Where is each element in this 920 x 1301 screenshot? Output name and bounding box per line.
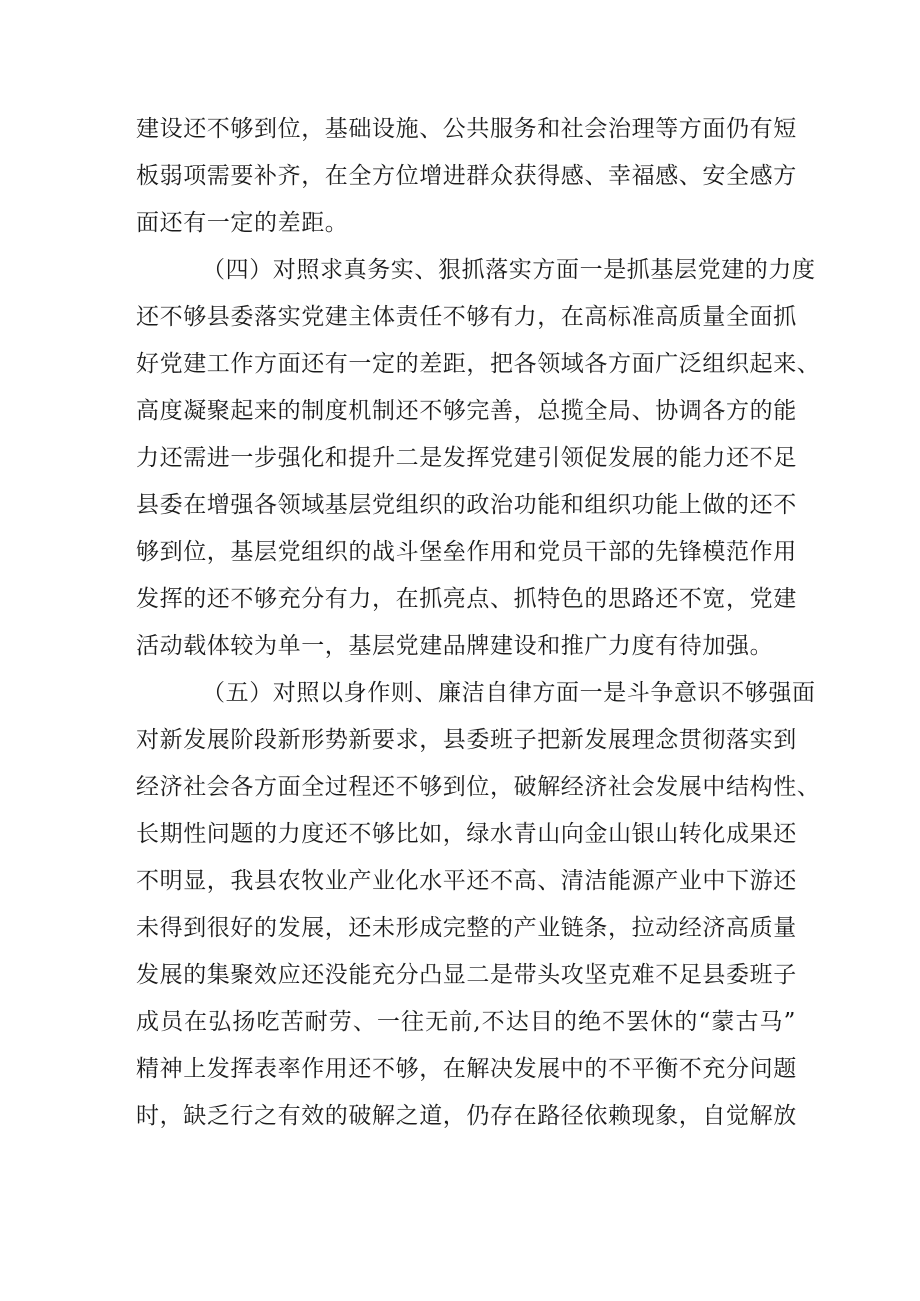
body-text	[136, 106, 821, 1140]
text-line: 好党建工作方面还有一定的差距，把各领域各方面广泛组织起来、	[136, 351, 821, 377]
text-line: 建设还不够到位，基础设施、公共服务和社会治理等方面仍有短	[136, 116, 797, 142]
text-line: 不明显，我县农牧业产业化水平还不高、清洁能源产业中下游还	[136, 868, 797, 894]
text-line: 还不够县委落实党建主体责任不够有力，在高标准高质量全面抓	[136, 304, 797, 330]
text-line: 发展的集聚效应还没能充分凸显二是带头攻坚克难不足县委班子	[136, 962, 797, 988]
paragraph-heading-line: （四）对照求真务实、狠抓落实方面一是抓基层党建的力度	[202, 257, 816, 283]
text-line: 县委在增强各领域基层党组织的政治功能和组织功能上做的还不	[136, 492, 797, 518]
text-line: 长期性问题的力度还不够比如，绿水青山向金山银山转化成果还	[136, 821, 797, 847]
text-line: 发挥的还不够充分有力，在抓亮点、抓特色的思路还不宽，党建	[136, 586, 797, 612]
text-line: 活动载体较为单一，基层党建品牌建设和推广力度有待加强。	[136, 633, 774, 659]
text-line: 时，缺乏行之有效的破解之道，仍存在路径依赖现象，自觉解放	[136, 1103, 797, 1129]
text-line: 未得到很好的发展，还未形成完整的产业链条，拉动经济高质量	[136, 915, 797, 941]
text-line: 经济社会各方面全过程还不够到位，破解经济社会发展中结构性、	[136, 774, 821, 800]
text-line: 板弱项需要补齐，在全方位增进群众获得感、幸福感、安全感方	[136, 163, 797, 189]
text-line: 面还有一定的差距。	[136, 210, 349, 236]
text-line: 成员在弘扬吃苦耐劳、一往无前,不达目的绝不罢休的“蒙古马”	[136, 1009, 796, 1035]
text-line: 对新发展阶段新形势新要求，县委班子把新发展理念贯彻落实到	[136, 727, 797, 753]
text-line: 够到位，基层党组织的战斗堡垒作用和党员干部的先锋模范作用	[136, 539, 797, 565]
text-line: 力还需进一步强化和提升二是发挥党建引领促发展的能力还不足	[136, 445, 797, 471]
paragraph-heading-line: （五）对照以身作则、廉洁自律方面一是斗争意识不够强面	[202, 680, 816, 706]
text-line: 高度凝聚起来的制度机制还不够完善，总揽全局、协调各方的能	[136, 398, 797, 424]
text-line: 精神上发挥表率作用还不够，在解决发展中的不平衡不充分问题	[136, 1056, 797, 1082]
